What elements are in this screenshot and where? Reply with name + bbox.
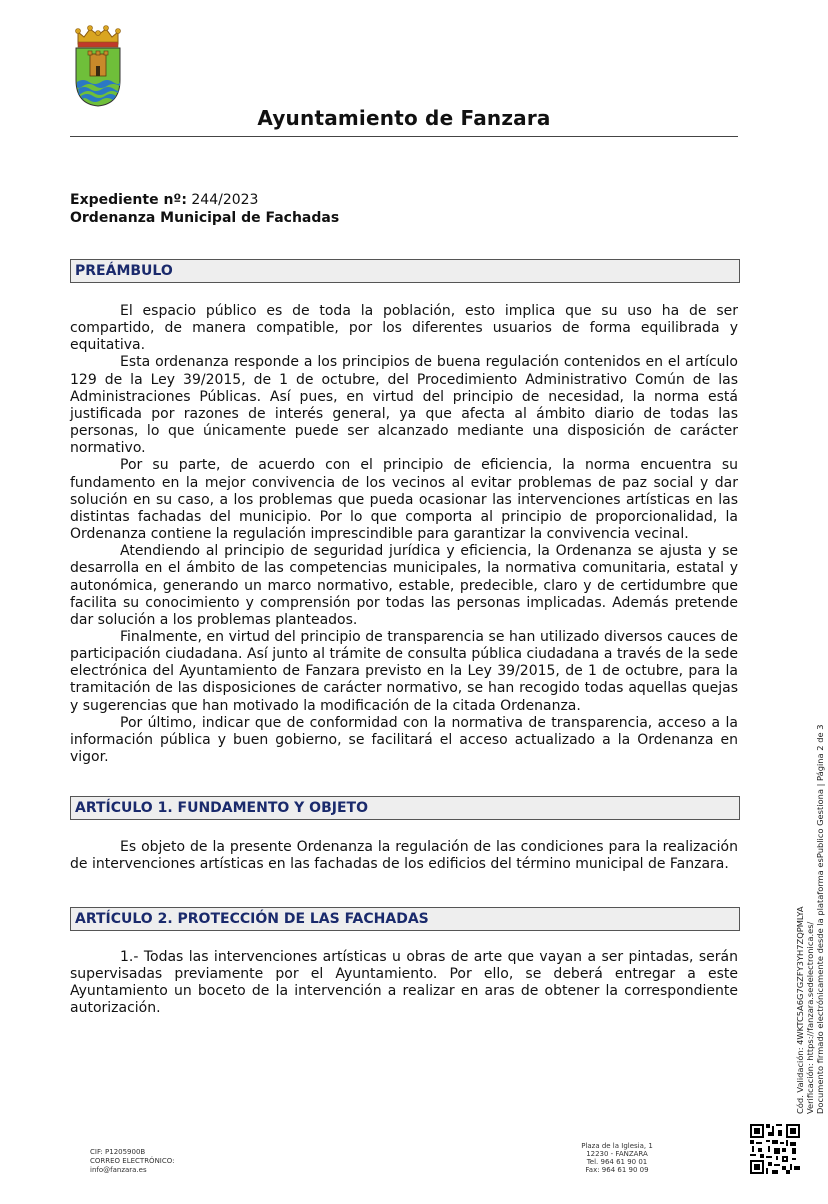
footer-cif: CIF: P1205900B <box>90 1148 146 1156</box>
electronic-signature-notice <box>795 725 825 1114</box>
expediente-subject: Ordenanza Municipal de Fachadas <box>70 210 340 226</box>
header-divider <box>70 136 738 137</box>
section-heading-preambulo: PREÁMBULO <box>70 259 740 283</box>
section-body-articulo-2 <box>70 949 738 1018</box>
footer-email[interactable]: info@fanzara.es <box>90 1166 147 1174</box>
section-heading-articulo-1: ARTÍCULO 1. FUNDAMENTO Y OBJETO <box>70 796 740 820</box>
section-body-preambulo <box>70 303 738 766</box>
footer-fax: Fax: 964 61 90 09 <box>585 1166 649 1174</box>
footer-tel: Tel. 964 61 90 01 <box>586 1158 648 1166</box>
paragraph: Finalmente, en virtud del principio de transparencia se han utilizado diversos cauces de participación ciudadana. Así junto al trámite de consulta pública ciudadana a través de la sede electrónica del Ayuntamiento de Fanzara previsto en la Ley 39/2015, de 1 de octubre, para la tramitación de las disposiciones de carácter normativo, se han recogido todas aquellas quejas y sugerencias que han motivado la modificación de la citada Ordenanza. <box>70 628 738 714</box>
expediente-label: Expediente nº: <box>70 192 187 208</box>
expediente-block <box>70 191 339 227</box>
verification-url[interactable]: Verificación: https://fanzara.sedelectronica.es/ <box>805 921 815 1114</box>
footer-address <box>572 1142 662 1174</box>
footer-contact <box>90 1148 175 1175</box>
paragraph: Atendiendo al principio de seguridad jurídica y eficiencia, la Ordenanza se ajusta y se desarrolla en el ámbito de las competencias municipales, la normativa comunitaria, estatal y autonómica, generando un marco normativo, estable, predecible, claro y de certidumbre que facilita su conocimiento y comprensión por todas las personas implicadas. Además pretende dar solución a los problemas planteados. <box>70 543 738 628</box>
footer-street: Plaza de la Iglesia, 1 <box>581 1142 653 1150</box>
paragraph: El espacio público es de toda la población, esto implica que su uso ha de ser compartido, de manera compatible, por los diferentes usuarios de forma equilibrada y equitativa. <box>70 303 738 354</box>
page-title: Ayuntamiento de Fanzara <box>257 106 551 130</box>
validation-code: Cód. Validación: 4WKTC5A6G7GZFY3YH7ZQPMLYA <box>795 906 805 1114</box>
footer-email-label: CORREO ELECTRÓNICO: <box>90 1157 175 1165</box>
paragraph: Por su parte, de acuerdo con el principio de eficiencia, la norma encuentra su fundamento en la mejor convivencia de los vecinos al evitar problemas de paz social y dar solución en su caso, a los problemas que pueda ocasionar las intervenciones artísticas en las distintas fachadas del municipio. Por lo que comporta al principio de proporcionalidad, la Ordenanza contiene la regulación imprescindible para garantizar la convivencia vecinal. <box>70 457 738 543</box>
paragraph: 1.- Todas las intervenciones artísticas u obras de arte que vayan a ser pintadas, serán supervisadas previamente por el Ayuntamiento. Por ello, se deberá entregar a este Ayuntamiento un boceto de la intervención a realizar en aras de obtener la correspondiente autorización. <box>70 949 738 1017</box>
footer-postal: 12230 - FANZARA <box>586 1150 648 1158</box>
signature-platform-note: Documento firmado electrónicamente desde la plataforma esPublico Gestiona | Página 2 de 3 <box>815 724 825 1114</box>
qr-code-icon <box>750 1124 800 1174</box>
paragraph: Esta ordenanza responde a los principios de buena regulación contenidos en el artículo 129 de la Ley 39/2015, de 1 de octubre, del Procedimiento Administrativo Común de las Administraciones Públicas. Así pues, en virtud del principio de necesidad, la norma está justificada por razones de interés general, ya que afecta al ámbito diario de todas las personas, lo que únicamente puede ser alcanzado mediante una disposición de carácter normativo. <box>70 354 738 457</box>
section-body-articulo-1 <box>70 839 738 873</box>
paragraph: Es objeto de la presente Ordenanza la regulación de las condiciones para la realización de intervenciones artísticas en las fachadas de los edificios del término municipal de Fanzara. <box>70 839 738 873</box>
section-heading-articulo-2: ARTÍCULO 2. PROTECCIÓN DE LAS FACHADAS <box>70 907 740 931</box>
expediente-number: 244/2023 <box>191 192 259 208</box>
paragraph: Por último, indicar que de conformidad con la normativa de transparencia, acceso a la información pública y buen gobierno, se facilitará el acceso actualizado a la Ordenanza en vigor. <box>70 714 738 766</box>
coat-of-arms-icon <box>72 24 124 108</box>
